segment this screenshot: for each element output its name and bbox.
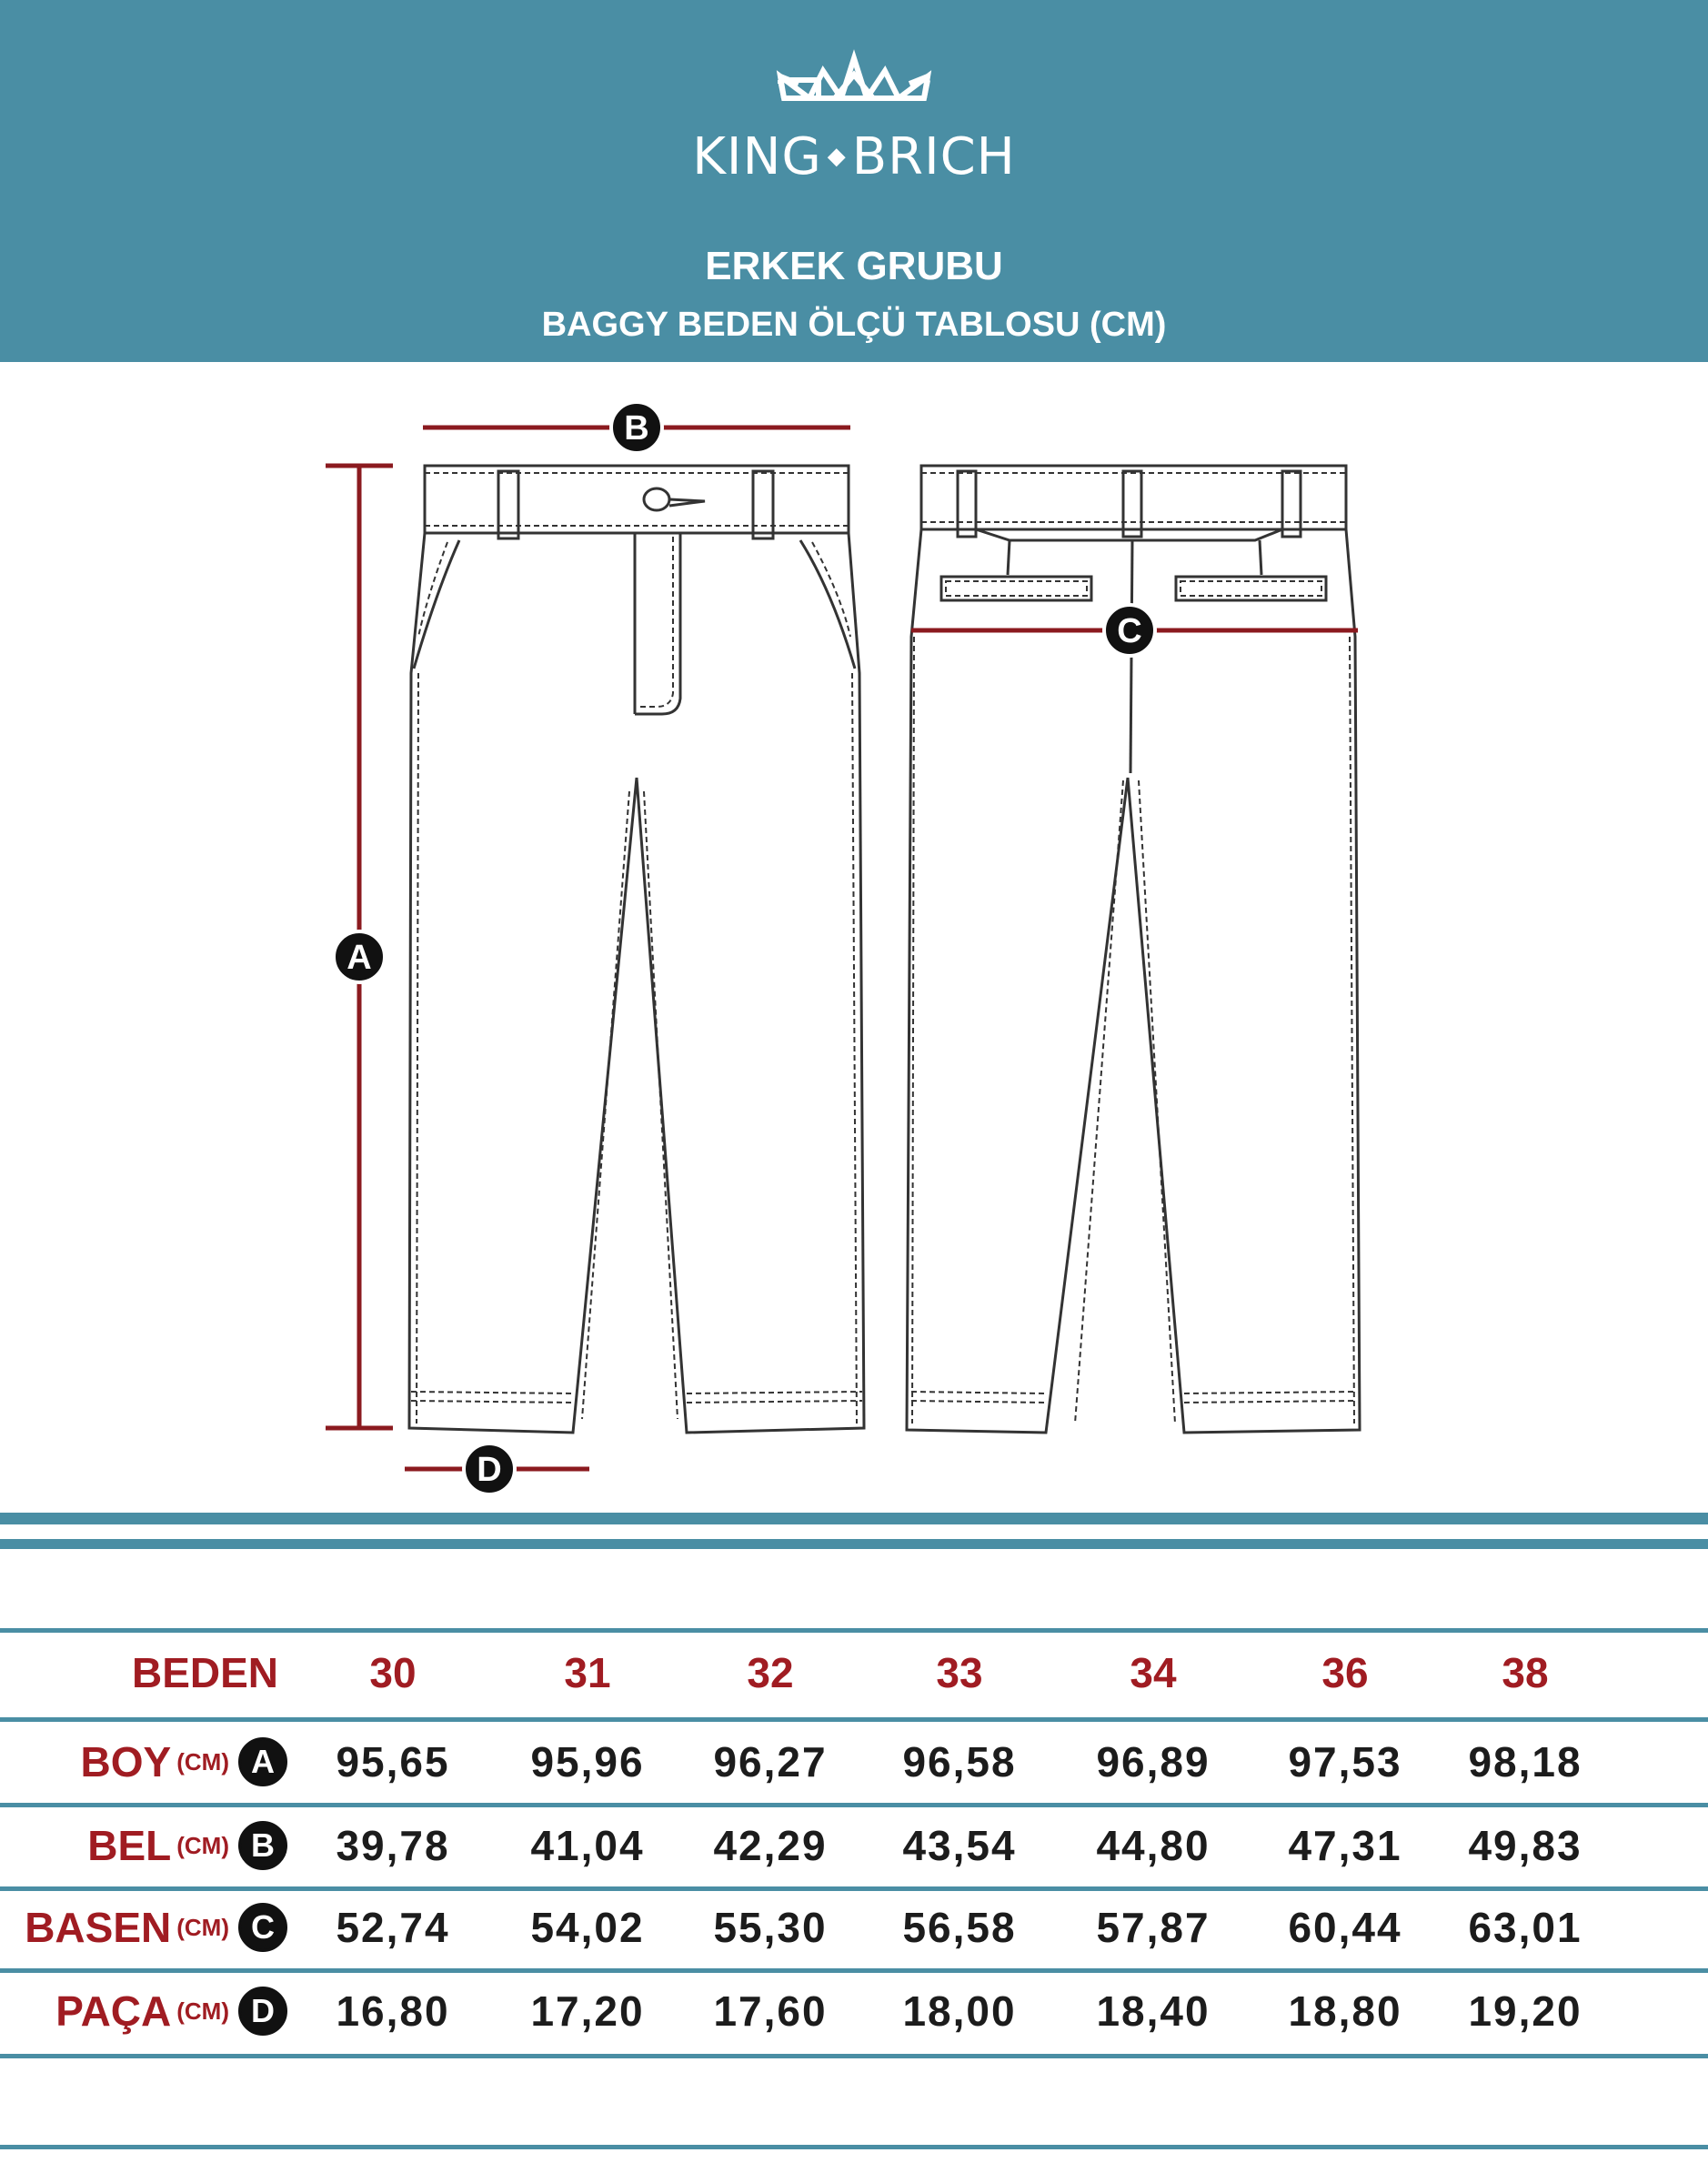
row-label-paca (55, 1987, 287, 2036)
table-cell: 39,78 (336, 1822, 450, 1869)
size-header-label: BEDEN (131, 1649, 278, 1696)
table-cell: 63,01 (1468, 1904, 1582, 1951)
table-cell: 42,29 (713, 1822, 828, 1869)
table-cell: 95,96 (530, 1738, 645, 1786)
table-cell: 60,44 (1288, 1904, 1402, 1951)
table-cell: 56,58 (902, 1904, 1017, 1951)
unit-label: (CM) (176, 1831, 229, 1859)
size-header-cell: 32 (747, 1649, 794, 1696)
brand-name (0, 127, 1708, 186)
page-subtitle: BAGGY BEDEN ÖLÇÜ TABLOSU (CM) (541, 306, 1167, 344)
table-cell: 97,53 (1288, 1738, 1402, 1786)
table-cell: 96,27 (713, 1738, 828, 1786)
table-rule (0, 1717, 1708, 1722)
label-d: D (477, 1451, 502, 1489)
row-label-text: BEL (87, 1822, 172, 1869)
size-header-cell: 36 (1321, 1649, 1369, 1696)
table-cell: 47,31 (1288, 1822, 1402, 1869)
table-rule (0, 1803, 1708, 1807)
brand-separator: ◆ (827, 142, 847, 170)
size-header-cell: 33 (936, 1649, 983, 1696)
table-cell: 55,30 (713, 1904, 828, 1951)
pants-diagram (0, 362, 1708, 1544)
unit-label: (CM) (176, 1747, 229, 1776)
divider-rule (0, 1513, 1708, 1524)
front-view (409, 466, 864, 1433)
table-cell: 17,60 (713, 1987, 828, 2035)
table-cell: 44,80 (1096, 1822, 1211, 1869)
table-cell: 16,80 (336, 1987, 450, 2035)
brand-left: KING (692, 127, 822, 186)
page-title: ERKEK GRUBU (705, 244, 1003, 288)
label-d-badge (464, 1444, 515, 1494)
size-header-cell: 31 (564, 1649, 611, 1696)
row-label-text: PAÇA (55, 1987, 172, 2035)
row-label-bel (87, 1821, 287, 1870)
label-b: B (624, 409, 649, 448)
table-cell: 18,80 (1288, 1987, 1402, 2035)
table-rule (0, 1886, 1708, 1891)
brand-right: BRICH (851, 127, 1016, 186)
table-rule (0, 2054, 1708, 2058)
crown-icon (0, 0, 1708, 127)
label-a: A (347, 939, 372, 977)
row-label-basen (25, 1903, 287, 1952)
header-banner (0, 0, 1708, 362)
table-cell: 18,40 (1096, 1987, 1211, 2035)
table-cell: 57,87 (1096, 1904, 1211, 1951)
table-rule (0, 1968, 1708, 1973)
label-c-badge (1104, 605, 1155, 656)
table-cell: 52,74 (336, 1904, 450, 1951)
table-cell: 41,04 (530, 1822, 645, 1869)
table-cell: 98,18 (1468, 1738, 1582, 1786)
table-cell: 49,83 (1468, 1822, 1582, 1869)
divider-rule (0, 1539, 1708, 1549)
unit-label: (CM) (176, 1913, 229, 1941)
table-cell: 95,65 (336, 1738, 450, 1786)
table-cell: 96,89 (1096, 1738, 1211, 1786)
size-header-cell: 38 (1502, 1649, 1549, 1696)
label-a-badge (334, 931, 385, 982)
table-cell: 43,54 (902, 1822, 1017, 1869)
table-rule (0, 2145, 1708, 2149)
table-cell: 54,02 (530, 1904, 645, 1951)
row-label-text: BOY (80, 1738, 172, 1786)
badge-b: B (238, 1821, 287, 1870)
label-b-badge (611, 402, 662, 453)
badge-c: C (238, 1903, 287, 1952)
table-cell: 18,00 (902, 1987, 1017, 2035)
table-cell: 17,20 (530, 1987, 645, 2035)
size-header-cell: 34 (1130, 1649, 1177, 1696)
badge-d: D (238, 1987, 287, 2036)
row-label-boy (81, 1737, 287, 1786)
row-label-text: BASEN (25, 1904, 172, 1951)
label-c: C (1117, 612, 1142, 650)
size-header-cell: 30 (369, 1649, 417, 1696)
unit-label: (CM) (176, 1997, 229, 2025)
table-rule (0, 1628, 1708, 1633)
badge-a: A (238, 1737, 287, 1786)
table-cell: 19,20 (1468, 1987, 1582, 2035)
table-cell: 96,58 (902, 1738, 1017, 1786)
